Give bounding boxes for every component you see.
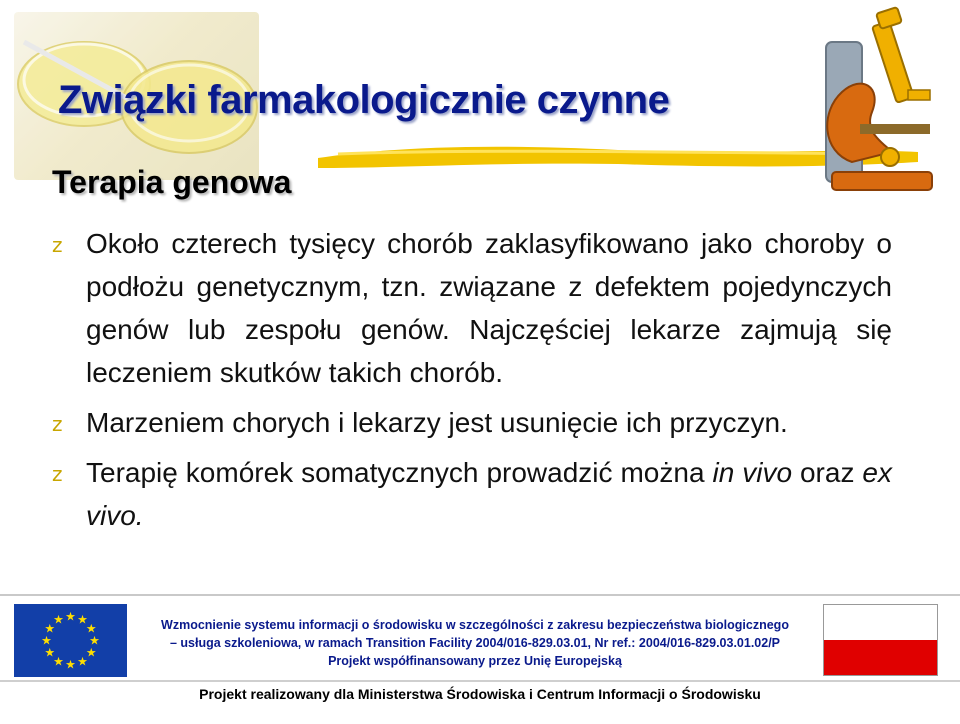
footer-line-2: – usługa szkoleniowa, w ramach Transition Facility 2004/016-829.03.01, Nr ref.: 2004/016-829.03.01.02/P <box>169 636 781 650</box>
eu-star-icon: ★ <box>85 645 97 660</box>
footer-bottom-text: Projekt realizowany dla Ministerstwa Środowiska i Centrum Informacji o Środowisku <box>199 686 761 702</box>
microscope-icon <box>812 2 952 197</box>
bullet-italic: in vivo <box>712 457 793 488</box>
slide-subtitle: Terapia genowa <box>52 164 292 200</box>
bullet-text: Terapię komórek somatycznych prowadzić można <box>86 457 713 488</box>
eu-star-icon: ★ <box>77 654 88 669</box>
eu-star-icon: ★ <box>53 654 64 669</box>
bullet-text: oraz <box>792 457 863 488</box>
poland-flag-white <box>824 605 937 640</box>
eu-star-icon: ★ <box>53 612 64 627</box>
bullet-marker: z <box>52 412 63 436</box>
eu-star-icon: ★ <box>65 657 76 672</box>
poland-flag-icon <box>823 604 938 676</box>
footer-line-3: Projekt współfinansowany przez Unię Europejską <box>328 654 622 668</box>
bullet-item <box>52 222 892 394</box>
poland-flag-red <box>824 640 937 675</box>
bullet-marker: z <box>52 462 63 486</box>
bullet-text: Około czterech tysięcy chorób zaklasyfikowano jako choroby o podłożu genetycznym, tzn. związane z defektem pojedynczych genów lub zespołu genów. Najczęściej lekarze zajmują się leczeniem skutków takich chorób. <box>86 228 892 388</box>
eu-flag-icon <box>14 604 127 677</box>
footer-project-info <box>130 616 820 670</box>
eu-star-icon: ★ <box>44 621 56 636</box>
footer-divider <box>0 680 960 682</box>
footer-divider-top <box>0 594 960 596</box>
bullet-italic: ex vivo. <box>86 457 892 531</box>
slide-title: Związki farmakologicznie czynne <box>58 78 670 122</box>
eu-star-icon: ★ <box>85 621 97 636</box>
eu-star-icon: ★ <box>89 633 100 648</box>
eu-star-icon: ★ <box>44 645 56 660</box>
bullet-list <box>52 222 892 544</box>
eu-star-icon: ★ <box>41 633 52 648</box>
eu-star-icon: ★ <box>65 609 76 624</box>
bullet-text: Marzeniem chorych i lekarzy jest usunięcie ich przyczyn. <box>86 407 788 438</box>
footer-line-1: Wzmocnienie systemu informacji o środowisku w szczególności z zakresu bezpieczeństwa biologicznego <box>161 618 789 632</box>
bullet-item <box>52 451 892 537</box>
eu-star-icon: ★ <box>77 612 88 627</box>
bullet-item <box>52 401 892 444</box>
bullet-marker: z <box>52 233 63 257</box>
